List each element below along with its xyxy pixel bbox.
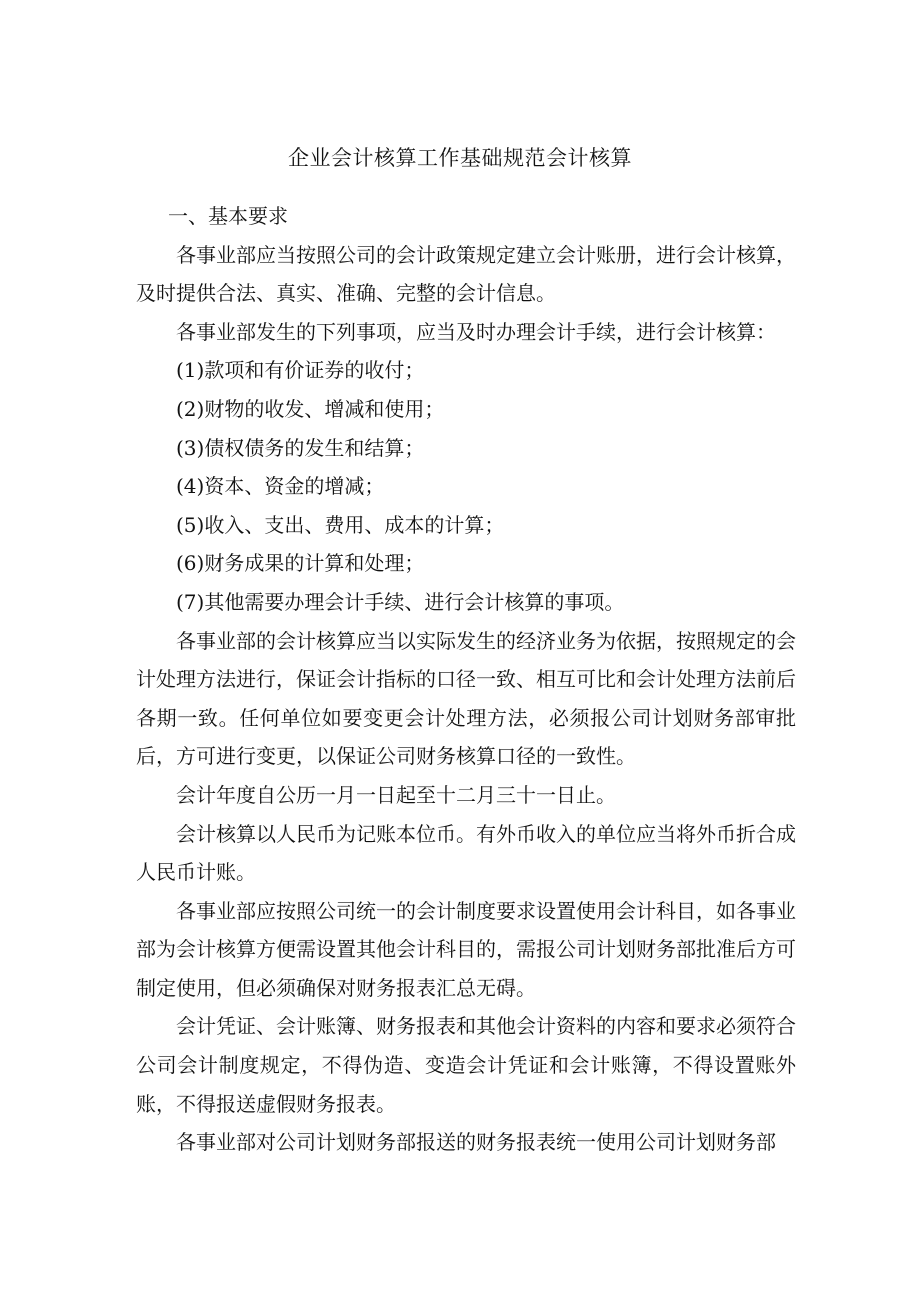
document-title: 企业会计核算工作基础规范会计核算 <box>288 146 632 170</box>
list-item: (7)其他需要办理会计手续、进行会计核算的事项。 <box>176 589 625 614</box>
paragraph: 各事业部应当按照公司的会计政策规定建立会计账册，进行会计核算，及时提供合法、真实、准确、完整的会计信息。 <box>136 242 796 306</box>
paragraph: 会计年度自公历一月一日起至十二月三十一日止。 <box>176 782 616 807</box>
paragraph: 各事业部的会计核算应当以实际发生的经济业务为依据，按照规定的会计处理方法进行，保证会计指标的口径一致、相互可比和会计处理方法前后各期一致。任何单位如要变更会计处理方法，必须报公司计划财务部审批后，方可进行变更，以保证公司财务核算口径的一致性。 <box>136 628 796 769</box>
paragraph: 各事业部应按照公司统一的会计制度要求设置使用会计科目，如各事业部为会计核算方便需设置其他会计科目的，需报公司计划财务部批准后方可制定使用，但必须确保对财务报表汇总无碍。 <box>136 898 796 1000</box>
paragraph: 会计凭证、会计账簿、财务报表和其他会计资料的内容和要求必须符合公司会计制度规定，不得伪造、变造会计凭证和会计账簿，不得设置账外账，不得报送虚假财务报表。 <box>136 1014 796 1116</box>
paragraph: 各事业部发生的下列事项，应当及时办理会计手续，进行会计核算： <box>176 319 776 344</box>
section-heading: 一、基本要求 <box>168 204 288 228</box>
list-item: (1)款项和有价证券的收付； <box>176 358 425 383</box>
list-item: (2)财物的收发、增减和使用； <box>176 396 445 421</box>
paragraph: 各事业部对公司计划财务部报送的财务报表统一使用公司计划财务部 <box>176 1130 776 1155</box>
list-item: (4)资本、资金的增减； <box>176 474 385 499</box>
document-body <box>136 197 796 1162</box>
list-item: (3)债权债务的发生和结算； <box>176 435 425 460</box>
paragraph: 会计核算以人民币为记账本位币。有外币收入的单位应当将外币折合成人民币计账。 <box>136 821 796 885</box>
list-item: (6)财务成果的计算和处理； <box>176 551 425 576</box>
list-item: (5)收入、支出、费用、成本的计算； <box>176 512 505 537</box>
